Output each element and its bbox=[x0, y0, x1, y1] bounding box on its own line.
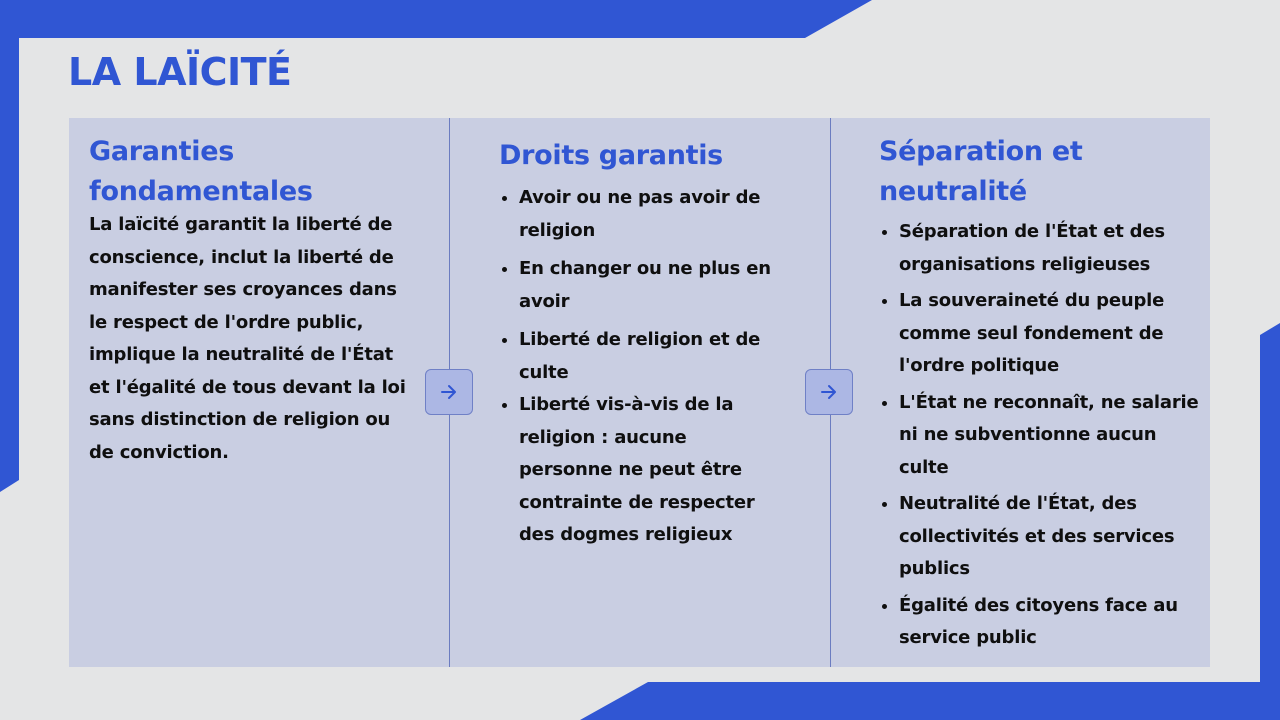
separation-heading: Séparation et neutralité bbox=[879, 136, 1083, 207]
rights-heading: Droits garantis bbox=[499, 140, 723, 171]
guarantees-heading: Garanties fondamentales bbox=[89, 136, 313, 207]
column-rights bbox=[489, 136, 779, 552]
rights-list bbox=[489, 182, 779, 552]
next-arrow-button-2[interactable] bbox=[805, 369, 853, 415]
list-item: • Séparation de l'État et des organisations religieuses bbox=[899, 216, 1199, 281]
list-item: • Neutralité de l'État, des collectivités et des services publics bbox=[899, 488, 1199, 586]
list-item: • La souveraineté du peuple comme seul fondement de l'ordre politique bbox=[899, 285, 1199, 383]
separation-list bbox=[869, 216, 1199, 655]
column-separation bbox=[869, 132, 1199, 655]
arrow-right-icon bbox=[819, 382, 839, 402]
arrow-right-icon bbox=[439, 382, 459, 402]
list-item: • En changer ou ne plus en avoir bbox=[519, 253, 779, 318]
column-guarantees bbox=[89, 132, 419, 469]
list-item: • Liberté de religion et de culte bbox=[519, 324, 779, 389]
list-item: • L'État ne reconnaît, ne salarie ni ne subventionne aucun culte bbox=[899, 387, 1199, 485]
next-arrow-button-1[interactable] bbox=[425, 369, 473, 415]
guarantees-text: La laïcité garantit la liberté de conscience, inclut la liberté de manifester ses croyances dans le respect de l'ordre public, implique la neutralité de l'État et l'égalité de tous devant la loi sans distinction de religion ou de conviction. bbox=[89, 214, 406, 463]
page-title: LA LAÏCITÉ bbox=[68, 50, 292, 94]
list-item: • Égalité des citoyens face au service public bbox=[899, 590, 1199, 655]
list-item: • Liberté vis-à-vis de la religion : aucune personne ne peut être contrainte de respecter des dogmes religieux bbox=[519, 389, 779, 552]
list-item: • Avoir ou ne pas avoir de religion bbox=[519, 182, 779, 247]
